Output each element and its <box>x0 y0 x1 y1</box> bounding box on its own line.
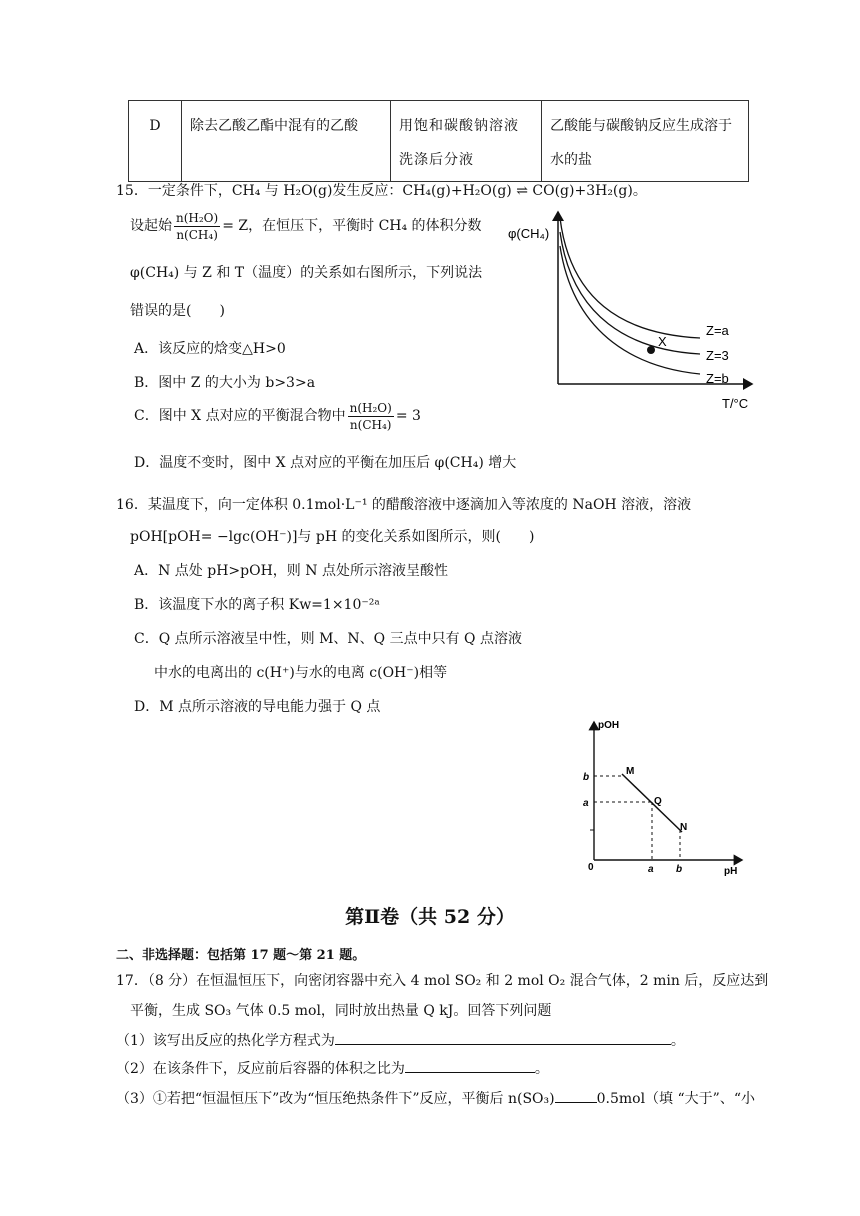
q15-ratio-numerator: n(H₂O) <box>176 210 219 225</box>
q15-option-d: D．温度不变时，图中 X 点对应的平衡在加压后 φ(CH₄) 增大 <box>134 455 517 471</box>
q15-option-c-fraction <box>348 400 394 433</box>
q15-y-label: φ(CH₄) <box>508 226 550 241</box>
q15-option-c-suffix: = 3 <box>395 408 421 424</box>
q15-graph <box>500 208 770 418</box>
q17-sub3-tail: 0.5mol（填 “大于”、“小 <box>596 1091 755 1107</box>
q17-sub1-answer-blank[interactable] <box>335 1030 671 1045</box>
q17-sub1-end: 。 <box>670 1033 685 1049</box>
q15-option-a: A．该反应的焓变△H>0 <box>134 341 286 357</box>
q15-option-c-numerator: n(H₂O) <box>349 400 392 415</box>
q16-point-m: M <box>626 766 635 777</box>
q17-sub2-text: （2）在该条件下，反应前后容器的体积之比为 <box>116 1061 405 1077</box>
q16-option-c1: C．Q 点所示溶液呈中性，则 M、N、Q 三点中只有 Q 点溶液 <box>134 631 522 647</box>
q16-line-mn <box>622 774 682 832</box>
q15-point-x-label: X <box>658 334 667 349</box>
q15-line2 <box>130 208 482 244</box>
q17-sub2 <box>116 1058 549 1078</box>
q16-stem: 16．某温度下，向一定体积 0.1mol·L⁻¹ 的醋酸溶液中逐滴加入等浓度的 NaOH 溶液，溶液 <box>116 497 692 513</box>
q15-curve-label-a: Z=a <box>706 323 729 338</box>
options-table <box>128 100 749 182</box>
q16-graph <box>576 712 756 882</box>
q16-option-a: A．N 点处 pH>pOH，则 N 点处所示溶液呈酸性 <box>134 563 448 579</box>
q16-x-tick-a: a <box>648 864 654 875</box>
q15-ratio-fraction <box>174 210 220 243</box>
q16-point-n: N <box>680 822 688 833</box>
q16-option-d: D．M 点所示溶液的导电能力强于 Q 点 <box>134 699 381 715</box>
q16-y-tick-b: b <box>583 772 590 783</box>
table-cell-reason: 乙酸能与碳酸钠反应生成溶于水的盐 <box>542 101 749 182</box>
table-cell-method: 用饱和碳酸钠溶液洗涤后分液 <box>391 101 542 182</box>
q15-line3: φ(CH₄) 与 Z 和 T（温度）的关系如右图所示，下列说法 <box>130 265 483 281</box>
q16-point-q: Q <box>654 796 662 807</box>
q17-sub1 <box>116 1030 685 1050</box>
q16-x-label: pH <box>724 866 738 877</box>
q17-line2: 平衡，生成 SO₃ 气体 0.5 mol，同时放出热量 Q kJ。回答下列问题 <box>130 1003 552 1019</box>
table-cell-label: D <box>129 101 182 182</box>
q16-option-c2: 中水的电离出的 c(H⁺)与水的电离 c(OH⁻)相等 <box>154 665 448 681</box>
q15-curve-z-a <box>560 218 700 338</box>
q17-sub2-answer-blank[interactable] <box>405 1058 535 1073</box>
q15-option-b: B．图中 Z 的大小为 b>3>a <box>134 375 316 391</box>
q16-origin-label: 0 <box>588 862 594 873</box>
q15-line4: 错误的是( ) <box>130 303 225 319</box>
q17-sub3-text: （3）①若把“恒温恒压下”改为“恒压绝热条件下”反应，平衡后 n(SO₃) <box>116 1091 555 1107</box>
q15-point-x <box>647 346 655 354</box>
q15-option-c-denominator: n(CH₄) <box>349 417 392 432</box>
q15-ratio-denominator: n(CH₄) <box>176 227 218 242</box>
q17-line1: 17．（8 分）在恒温恒压下，向密闭容器中充入 4 mol SO₂ 和 2 mol O₂ 混合气体，2 min 后，反应达到 <box>116 973 769 989</box>
q15-option-c <box>134 398 421 434</box>
q15-stem: 15．一定条件下，CH₄ 与 H₂O(g)发生反应：CH₄(g)+H₂O(g) ⇌ CO(g)+3H₂(g)。 <box>116 183 647 199</box>
q17-sub3-answer-blank[interactable] <box>555 1088 597 1103</box>
q17-sub3 <box>116 1088 755 1108</box>
q16-option-b: B．该温度下水的离子积 Kw=1×10⁻²ᵃ <box>134 597 380 613</box>
q15-curve-z-b <box>560 246 700 374</box>
table-row <box>129 101 749 182</box>
section-heading: 二、非选择题：包括第 17 题～第 21 题。 <box>116 948 366 963</box>
q16-x-tick-b: b <box>676 864 683 875</box>
table-cell-purpose: 除去乙酸乙酯中混有的乙酸 <box>182 101 391 182</box>
q15-curve-label-3: Z=3 <box>706 348 729 363</box>
q15-curve-label-b: Z=b <box>706 371 729 386</box>
q15-line2-prefix: 设起始 <box>130 218 172 234</box>
q15-option-c-prefix: C．图中 X 点对应的平衡混合物中 <box>134 408 346 424</box>
q17-sub1-text: （1）该写出反应的热化学方程式为 <box>116 1033 335 1049</box>
q16-line2: pOH[pOH= −lgc(OH⁻)]与 pH 的变化关系如图所示，则( ) <box>130 529 535 545</box>
q15-line2-suffix: = Z，在恒压下，平衡时 CH₄ 的体积分数 <box>222 218 482 234</box>
section-title: 第Ⅱ卷（共 52 分） <box>345 906 515 928</box>
q15-x-label: T/°C <box>722 396 749 411</box>
q16-y-label: pOH <box>598 720 620 731</box>
q17-sub2-end: 。 <box>534 1061 549 1077</box>
q16-y-tick-a: a <box>583 798 589 809</box>
